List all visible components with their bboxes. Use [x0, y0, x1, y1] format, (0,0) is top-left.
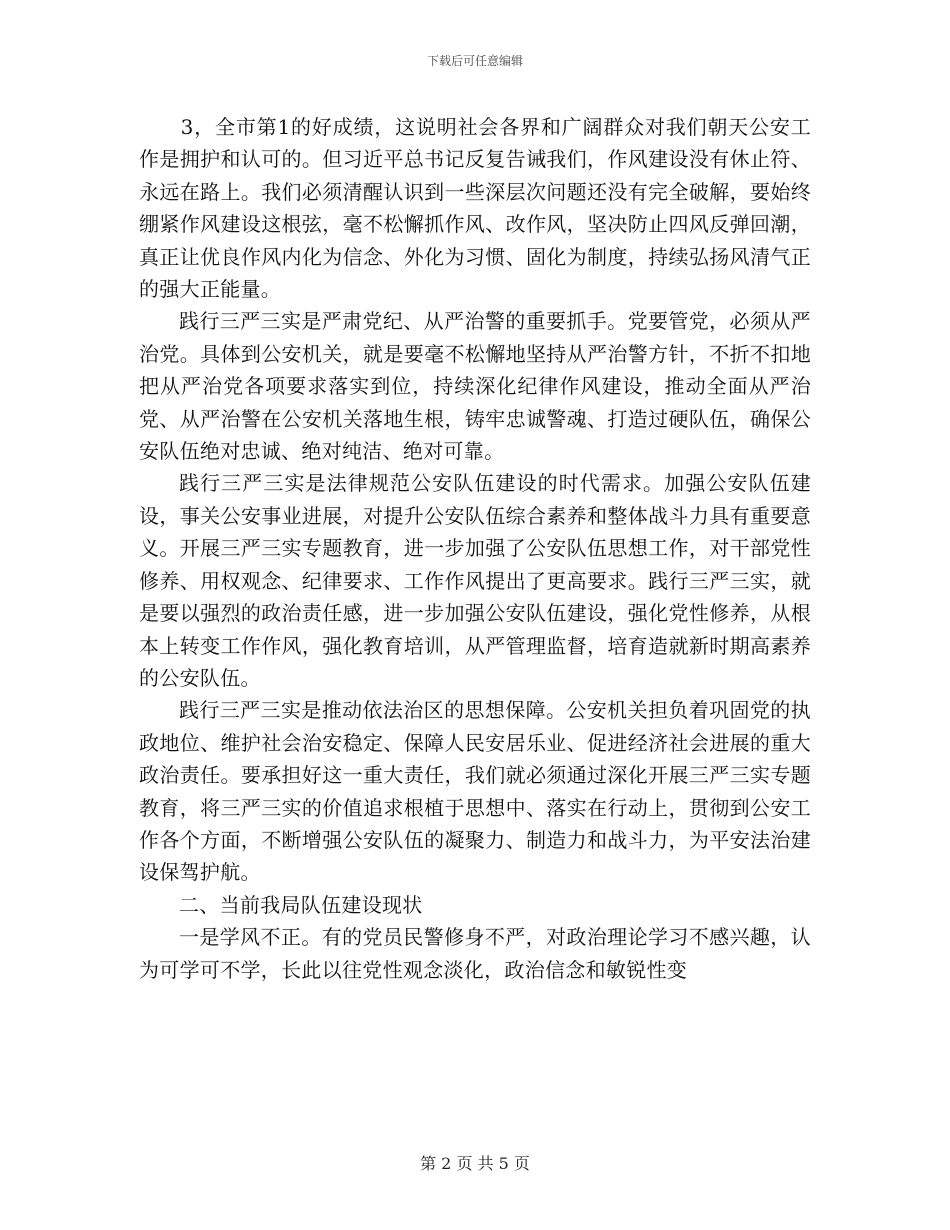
document-body: [139, 111, 811, 986]
paragraph-2: 践行三严三实是严肃党纪、从严治警的重要抓手。党要管党，必须从严治党。具体到公安机关，就是要毫不松懈地坚持从严治警方针，不折不扣地把从严治党各项要求落实到位，持续深化纪律作风建设，推动全面从严治党、从严治警在公安机关落地生根，铸牢忠诚警魂、打造过硬队伍，确保公安队伍绝对忠诚、绝对纯洁、绝对可靠。: [139, 309, 811, 464]
page-header: 下载后可任意编辑: [426, 54, 523, 68]
section-heading: 二、当前我局队伍建设现状: [179, 892, 423, 917]
paragraph-4: 践行三严三实是推动依法治区的思想保障。公安机关担负着巩固党的执政地位、维护社会治安稳定、保障人民安居乐业、促进经济社会进展的重大政治责任。要承担好这一重大责任，我们就必须通过深化开展三严三实专题教育，将三严三实的价值追求根植于思想中、落实在行动上，贯彻到公安工作各个方面，不断增强公安队伍的凝聚力、制造力和战斗力，为平安法治建设保驾护航。: [139, 698, 811, 885]
paragraph-3: 践行三严三实是法律规范公安队伍建设的时代需求。加强公安队伍建设，事关公安事业进展，对提升公安队伍综合素养和整体战斗力具有重要意义。开展三严三实专题教育，进一步加强了公安队伍思想工作，对干部党性修养、用权观念、纪律要求、工作作风提出了更高要求。践行三严三实，就是要以强烈的政治责任感，进一步加强公安队伍建设，强化党性修养，从根本上转变工作作风，强化教育培训，从严管理监督，培育造就新时期高素养的公安队伍。: [139, 471, 811, 690]
paragraph-1: 3，全市第1的好成绩，这说明社会各界和广阔群众对我们朝天公安工作是拥护和认可的。但习近平总书记反复告诫我们，作风建设没有休止符、永远在路上。我们必须清醒认识到一些深层次问题还没有完全破解，要始终绷紧作风建设这根弦，毫不松懈抓作风、改作风，坚决防止四风反弹回潮，真正让优良作风内化为信念、外化为习惯、固化为制度，持续弘扬风清气正的强大正能量。: [139, 115, 811, 302]
page-footer: 第 2 页 共 5 页: [420, 1154, 530, 1173]
paragraph-5: 一是学风不正。有的党员民警修身不严，对政治理论学习不感兴趣，认为可学可不学，长此以往党性观念淡化，政治信念和敏锐性变: [139, 925, 811, 982]
